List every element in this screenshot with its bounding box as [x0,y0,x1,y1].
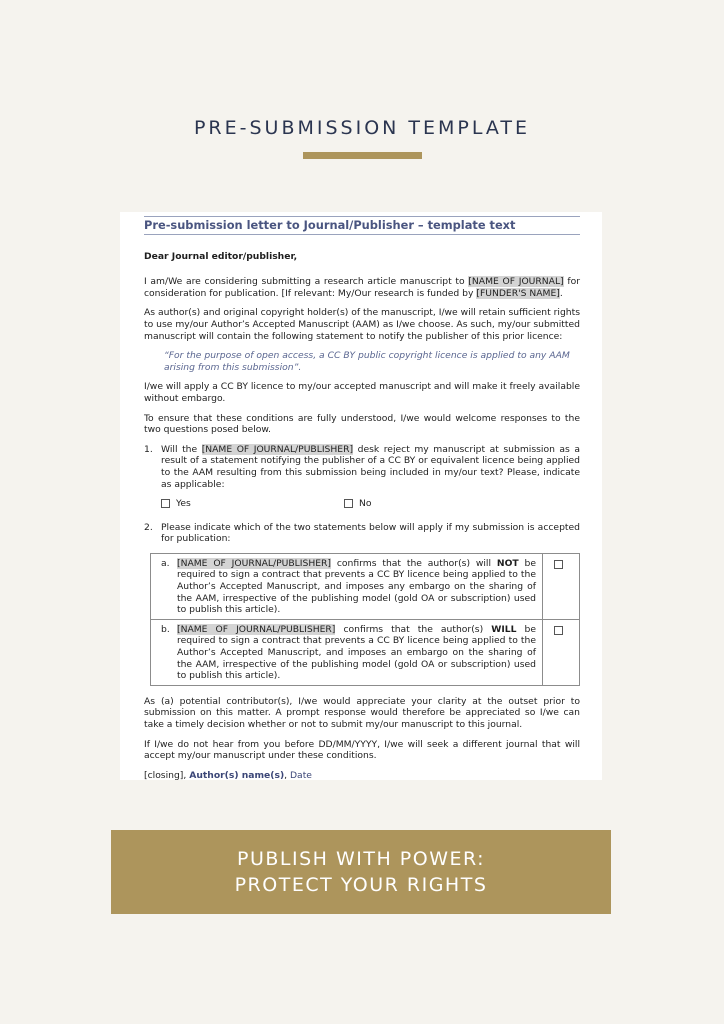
greeting: Dear Journal editor/publisher, [144,250,298,262]
checkbox-icon[interactable] [554,560,563,569]
question-2: 2. Please indicate which of the two statements below will apply if my submission is accepted for publication: [144,521,580,545]
statement-a: a. [NAME OF JOURNAL/PUBLISHER] confirms that the author(s) will NOT be required to sign a contract that prevents a CC BY licence being applied to the Author’s Accepted Manuscript, and imposes any embargo on the sharing of the AAM, irrespective of the publishing model (gold OA or subscription) used to publish this article). [151,554,579,620]
statement-b: b. [NAME OF JOURNAL/PUBLISHER] confirms that the author(s) WILL be required to sign a contract that prevents a CC BY licence being applied to the Author’s Accepted Manuscript, and imposes an embargo on the sharing of the AAM, irrespective of the publishing model (gold OA or subscription) used to publish this article). [151,620,579,685]
paragraph-rights: As author(s) and original copyright holder(s) of the manuscript, I/we will retain sufficient rights to use my/our Author’s Accepted Manuscript (AAM) as I/we choose. As such, my/our submitted manuscript will contain the following statement to notify the publisher of this prior licence: [144,307,580,342]
question-1: 1. Will the [NAME OF JOURNAL/PUBLISHER] desk reject my manuscript at submission as a result of a statement notifying the publisher of a CC BY or equivalent licence being applied to the AAM resulting from this submission being included in my/our text? Please, indicate as applicable: [144,443,580,490]
banner-line-2: PROTECT YOUR RIGHTS [234,874,488,896]
question-1-options [161,498,580,510]
date-placeholder: Date [289,769,312,781]
letter-template [120,212,602,780]
slogan-banner [111,830,611,914]
title-underline [303,152,422,159]
checkbox-icon[interactable] [344,499,353,508]
letter-heading: Pre-submission letter to Journal/Publisher – template text [144,216,580,235]
funder-placeholder: [FUNDER'S NAME] [476,287,560,299]
checkbox-icon[interactable] [554,626,563,635]
page-title: PRE-SUBMISSION TEMPLATE [193,117,531,139]
statements-table [150,553,580,686]
paragraph-questions: To ensure that these conditions are fully understood, I/we would welcome responses to the two questions posed below. [144,412,580,436]
author-names: Author(s) name(s) [189,769,285,781]
publisher-placeholder: [NAME OF JOURNAL/PUBLISHER] [201,443,354,455]
paragraph-clarity: As (a) potential contributor(s), I/we would appreciate your clarity at the outset prior to submission on this matter. A prompt response would therefore be appreciated so I/we can take a timely decision whether or not to submit my/our manuscript to this journal. [144,695,580,730]
licence-statement: “For the purpose of open access, a CC BY public copyright licence is applied to any AAM arising from this submission”. [164,350,570,373]
paragraph-intro: I am/We are considering submitting a research article manuscript to [NAME OF JOURNAL] for consideration for publication. [If relevant: My/Our research is funded by [FUNDER'S NAME]. [144,276,580,299]
closing-line: [closing], Author(s) name(s), Date [144,769,312,781]
option-yes[interactable]: Yes [161,498,344,510]
option-no[interactable]: No [344,498,527,510]
banner-line-1: PUBLISH WITH POWER: [236,848,486,870]
paragraph-licence: I/we will apply a CC BY licence to my/our accepted manuscript and will make it freely available without embargo. [144,381,580,404]
publisher-placeholder: [NAME OF JOURNAL/PUBLISHER] [177,623,336,635]
journal-placeholder: [NAME OF JOURNAL] [468,276,564,288]
paragraph-deadline: If I/we do not hear from you before DD/MM/YYYY, I/we will seek a different journal that will accept my/our manuscript under these conditions. [144,738,580,762]
publisher-placeholder: [NAME OF JOURNAL/PUBLISHER] [177,557,332,569]
checkbox-icon[interactable] [161,499,170,508]
